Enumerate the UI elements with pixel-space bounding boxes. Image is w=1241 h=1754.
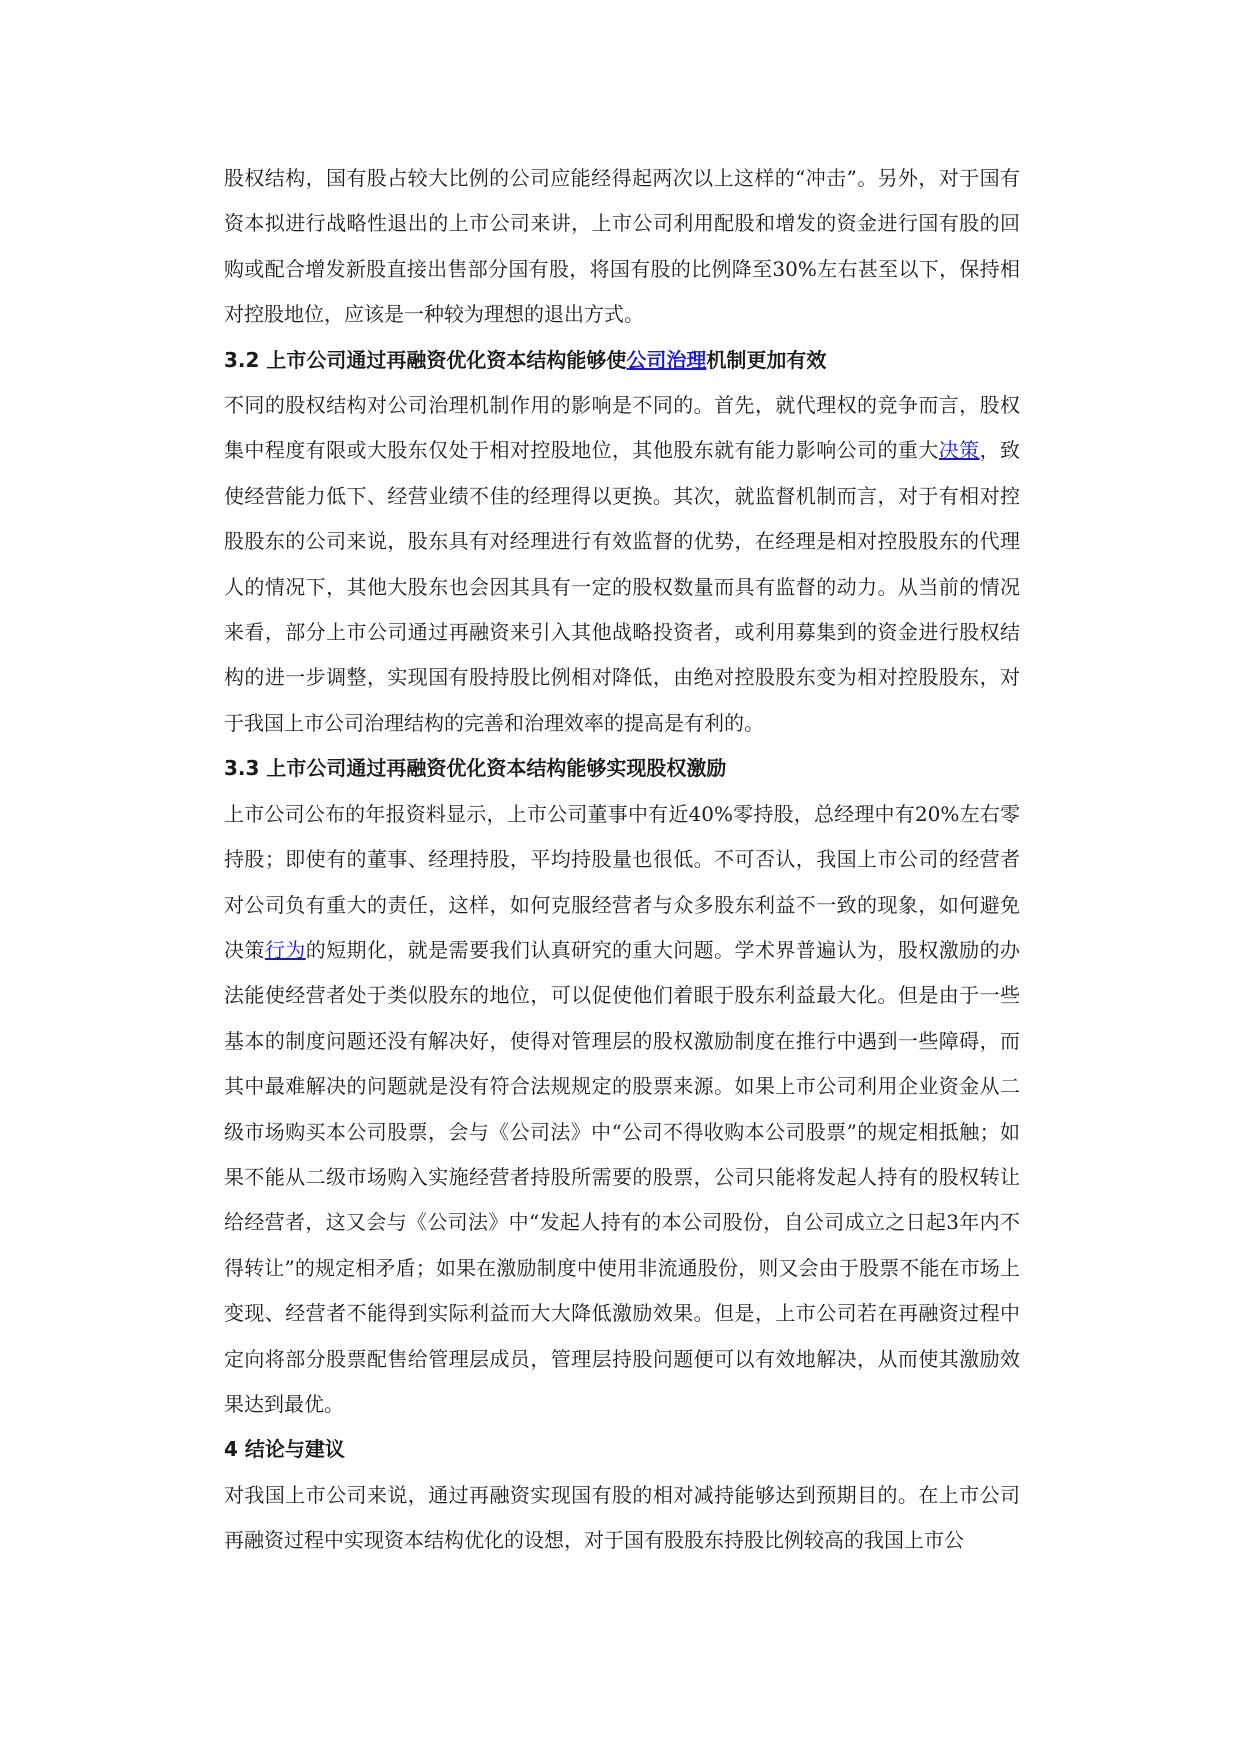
paragraph-governance-text-start: 不同的股权结构对公司治理机制作用的影响是不同的。首先，就代理权的竞争而言，股权集中程度有限或大股东仅处于相对控股地位，其他股东就有能力影响公司的重大 xyxy=(224,393,1020,463)
paragraph-governance-text-end: ，致使经营能力低下、经营业绩不佳的经理得以更换。其次，就监督机制而言，对于有相对控股股东的公司来说，股东具有对经理进行有效监督的优势，在经理是相对控股股东的代理人的情况下，其他大股东也会因其具有一定的股权数量而具有监督的动力。从当前的情况来看，部分上市公司通过再融资来引入其他战略投资者，或利用募集到的资金进行股权结构的进一步调整，实现国有股持股比例相对降低，由绝对控股股东变为相对控股股东，对于我国上市公司治理结构的完善和治理效率的提高是有利的。 xyxy=(224,438,1021,735)
heading-3-2-text-end: 机制更加有效 xyxy=(706,347,827,372)
corporate-governance-link[interactable]: 公司治理 xyxy=(626,347,707,372)
section-heading-3-3: 3.3 上市公司通过再融资优化资本结构能够实现股权激励 xyxy=(224,756,727,781)
paragraph-ownership-structure: 股权结构，国有股占较大比例的公司应能经得起两次以上这样的“冲击”。另外，对于国有资本拟进行战略性退出的上市公司来讲，上市公司利用配股和增发的资金进行国有股的回购或配合增发新股直接出售部分国有股，将国有股的比例降至30%左右甚至以下，保持相对控股地位，应该是一种较为理想的退出方式。 xyxy=(224,166,1020,327)
paragraph-incentive-text-end: 的短期化，就是需要我们认真研究的重大问题。学术界普遍认为，股权激励的办法能使经营者处于类似股东的地位，可以促使他们着眼于股东利益最大化。但是由于一些基本的制度问题还没有解决好，使得对管理层的股权激励制度在推行中遇到一些障碍，而其中最难解决的问题就是没有符合法规规定的股票来源。如果上市公司利用企业资金从二级市场购买本公司股票，会与《公司法》中“公司不得收购本公司股票”的规定相抵触；如果不能从二级市场购入实施经营者持股所需要的股票，公司只能将发起人持有的股权转让给经营者，这又会与《公司法》中“发起人持有的本公司股份，自公司成立之日起3年内不得转让”的规定相矛盾；如果在激励制度中使用非流通股份，则又会由于股票不能在市场上变现、经营者不能得到实际利益而大大降低激励效果。但是，上市公司若在再融资过程中定向将部分股票配售给管理层成员，管理层持股问题便可以有效地解决，从而使其激励效果达到最优。 xyxy=(224,937,1021,1416)
paragraph-incentive-text-start: 上市公司公布的年报资料显示，上市公司董事中有近40%零持股，总经理中有20%左右零持股；即使有的董事、经理持股，平均持股量也很低。不可否认，我国上市公司的经营者对公司负有重大的责任，这样，如何克服经营者与众多股东利益不一致的现象，如何避免决策 xyxy=(224,801,1020,962)
document-page xyxy=(224,156,1020,1564)
section-heading-4: 4 结论与建议 xyxy=(224,1437,345,1462)
behavior-link[interactable]: 行为 xyxy=(264,937,306,962)
decision-link[interactable]: 决策 xyxy=(938,438,980,463)
paragraph-conclusion: 对我国上市公司来说，通过再融资实现国有股的相对减持能够达到预期目的。在上市公司再融资过程中实现资本结构优化的设想，对于国有股股东持股比例较高的我国上市公 xyxy=(224,1482,1020,1553)
paragraph-equity-incentive xyxy=(224,792,1020,1428)
heading-3-2-text-start: 3.2 上市公司通过再融资优化资本结构能够使 xyxy=(224,347,627,372)
paragraph-governance-mechanism xyxy=(224,383,1020,746)
section-heading-3-2 xyxy=(224,338,1020,383)
